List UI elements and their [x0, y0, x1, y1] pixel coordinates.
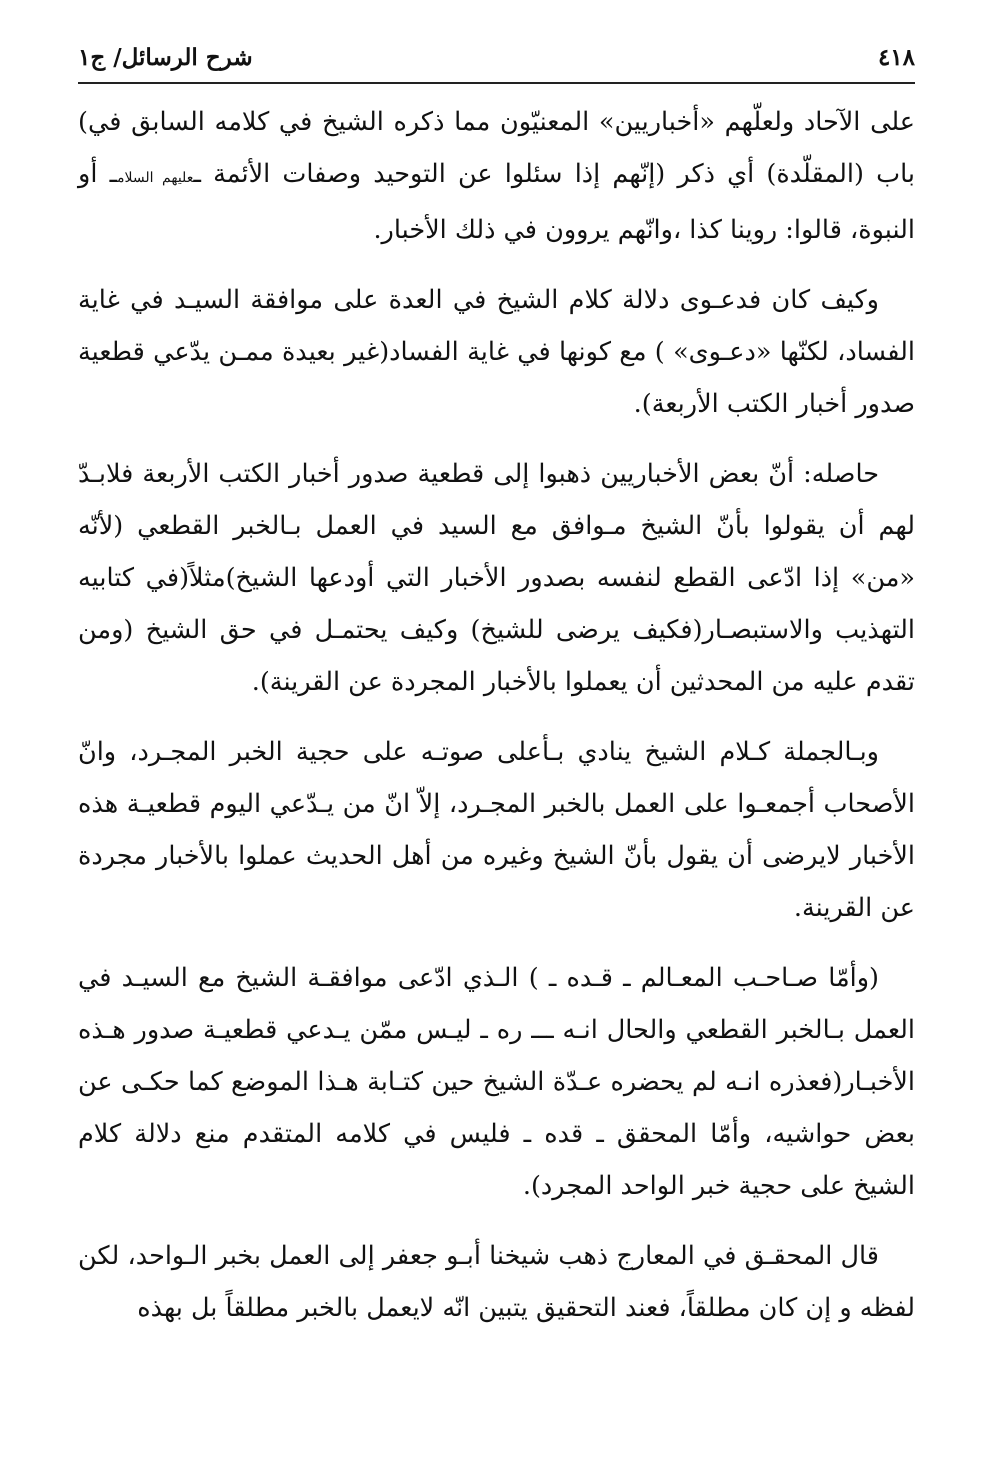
paragraph-2: وكيف كان فدعـوى دلالة كلام الشيخ في العدة على موافقة السيـد في غاية الفساد، لكنّها «دعـوى» ) مع كونها في غاية الفساد(غير بعيدة ممـن يدّعي قطعية صدور أخبار الكتب الأربعة).: [78, 285, 915, 419]
paragraph-3: حاصله: أنّ بعض الأخباريين ذهبوا إلى قطعية صدور أخبار الكتب الأربعة فلابـدّ لهم أن يقولوا بأنّ الشيخ مـوافق مع السيد في العمل بـالخبر القطعي (لأنّه «من» إذا ادّعى القطع لنفسه بصدور الأخبار التي أودعها الشيخ)مثلاً(في كتابيه التهذيب والاستبصـار(فكيف يرضى للشيخ) وكيف يحتمـل في حق الشيخ (ومن تقدم عليه من المحدثين أن يعملوا بالأخبار المجردة عن القرينة).: [78, 459, 915, 697]
page-number: ٤١٨: [877, 44, 915, 71]
honorific-note: عليهم السلام: [117, 170, 194, 186]
paragraph-6: قال المحقـق في المعارج ذهب شيخنا أبـو جعفر إلى العمل بخبر الـواحد، لكن لفظه و إن كان مطلقاً، فعند التحقيق يتبين انّه لايعمل بالخبر مطلقاً بل بهذه: [78, 1241, 915, 1323]
paragraph-4: وبـالجملة كـلام الشيخ ينادي بـأعلى صوتـه على حجية الخبر المجـرد، وانّ الأصحاب أجمعـوا على العمل بالخبر المجـرد، إلاّ انّ من يـدّعي اليوم قطعيـة هذه الأخبار لايرضى أن يقول بأنّ الشيخ وغيره من أهل الحديث عملوا بالأخبار مجردة عن القرينة.: [78, 737, 915, 923]
paragraph-1: [78, 96, 915, 256]
paragraph-5: (وأمّا صـاحـب المعـالم ـ قـده ـ ) الـذي ادّعى موافقـة الشيخ مع السيـد في العمل بـالخبر القطعي والحال انـه ـــ ره ـ ليـس ممّن يـدعي قطعيـة صدور هـذه الأخبـار(فعذره انـه لم يحضره عـدّة الشيخ حين كتـابة هـذا الموضع كما حكـى عن بعض حواشيه، وأمّا المحقق ـ قده ـ فليس في كلامه المتقدم منع دلالة كلام الشيخ على حجية خبر الواحد المجرد).: [78, 963, 915, 1201]
book-page: [78, 40, 915, 1440]
book-title: شرح الرسائل/ ج١: [78, 44, 253, 71]
paragraph-1-text-start: على الآحاد ولعلّهم «أخباريين» المعنيّون مما ذكره الشيخ في كلامه السابق في) باب (المقلّدة) أي ذكر (إنّهم إذا سئلوا عن التوحيد وصفات الأئمة ـ: [78, 107, 915, 189]
body-text: [78, 96, 915, 1334]
running-header: [78, 40, 915, 84]
paragraph-1-text-end: ـ أو النبوة، قالوا: روينا كذا ،وانّهم يروون في ذلك الأخبار.: [78, 159, 915, 245]
